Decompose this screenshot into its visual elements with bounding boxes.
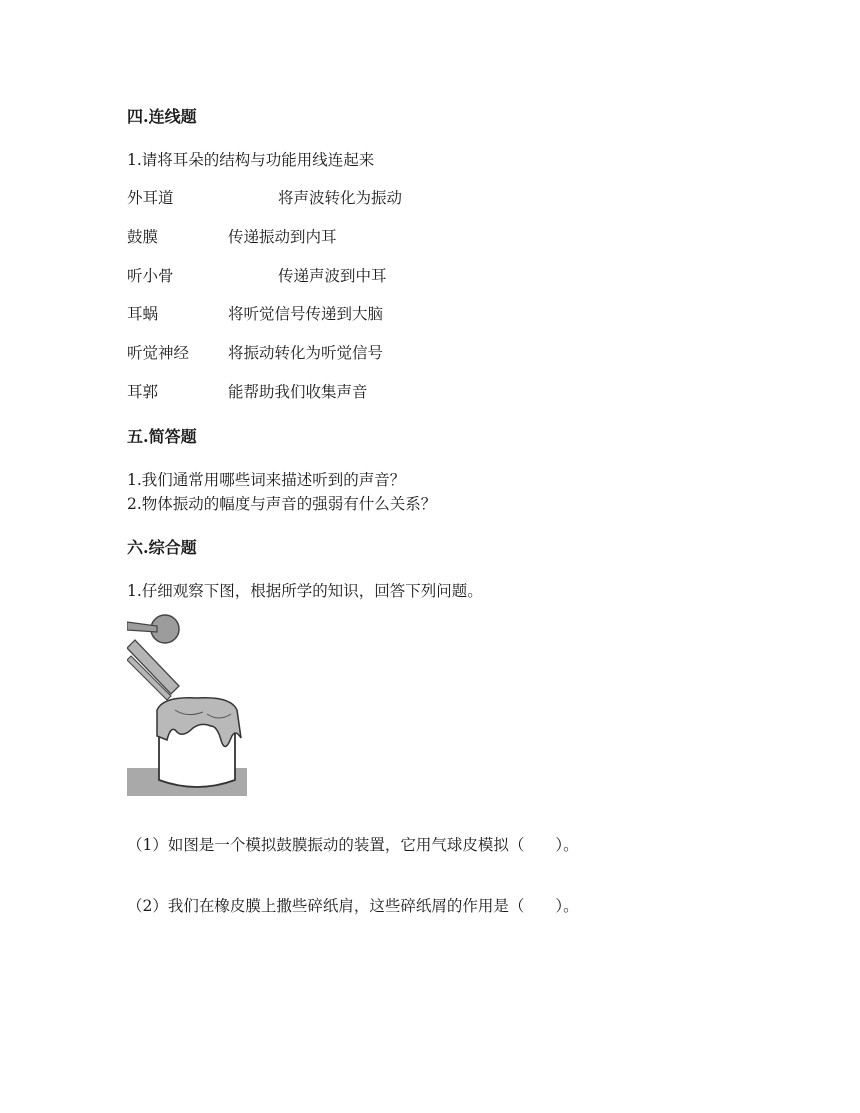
matching-right-item: 将声波转化为振动 — [278, 189, 403, 207]
matching-right-item: 传递振动到内耳 — [228, 228, 337, 246]
matching-question: 1.请将耳朵的结构与功能用线连起来 — [127, 151, 375, 169]
short-answer-question: 1.我们通常用哪些词来描述听到的声音？ — [127, 471, 406, 489]
sub-question-1: （1）如图是一个模拟鼓膜振动的装置，它用气球皮模拟（ ）。 — [127, 836, 579, 854]
short-answer-question: 2.物体振动的幅度与声音的强弱有什么关系？ — [127, 495, 437, 513]
matching-right-item: 将振动转化为听觉信号 — [228, 344, 384, 362]
matching-left-item: 耳蜗 — [127, 305, 159, 323]
matching-left-item: 听小骨 — [127, 267, 174, 285]
matching-left-item: 耳郭 — [127, 383, 159, 401]
section-title-matching: 四.连线题 — [127, 107, 197, 126]
section-title-short-answer: 五.简答题 — [127, 427, 197, 446]
matching-left-item: 外耳道 — [127, 189, 174, 207]
matching-right-item: 能帮助我们收集声音 — [228, 383, 368, 401]
matching-right-item: 将听觉信号传递到大脑 — [228, 305, 384, 323]
sub-question-2: （2）我们在橡皮膜上撒些碎纸肩，这些碎纸屑的作用是（ ）。 — [127, 897, 579, 915]
drum-membrane-model-illustration — [127, 614, 247, 796]
section-title-comprehensive: 六.综合题 — [127, 538, 197, 557]
comprehensive-question: 1.仔细观察下图，根据所学的知识，回答下列问题。 — [127, 582, 483, 600]
matching-right-item: 传递声波到中耳 — [278, 267, 387, 285]
matching-left-item: 听觉神经 — [127, 344, 190, 362]
matching-left-item: 鼓膜 — [127, 228, 159, 246]
